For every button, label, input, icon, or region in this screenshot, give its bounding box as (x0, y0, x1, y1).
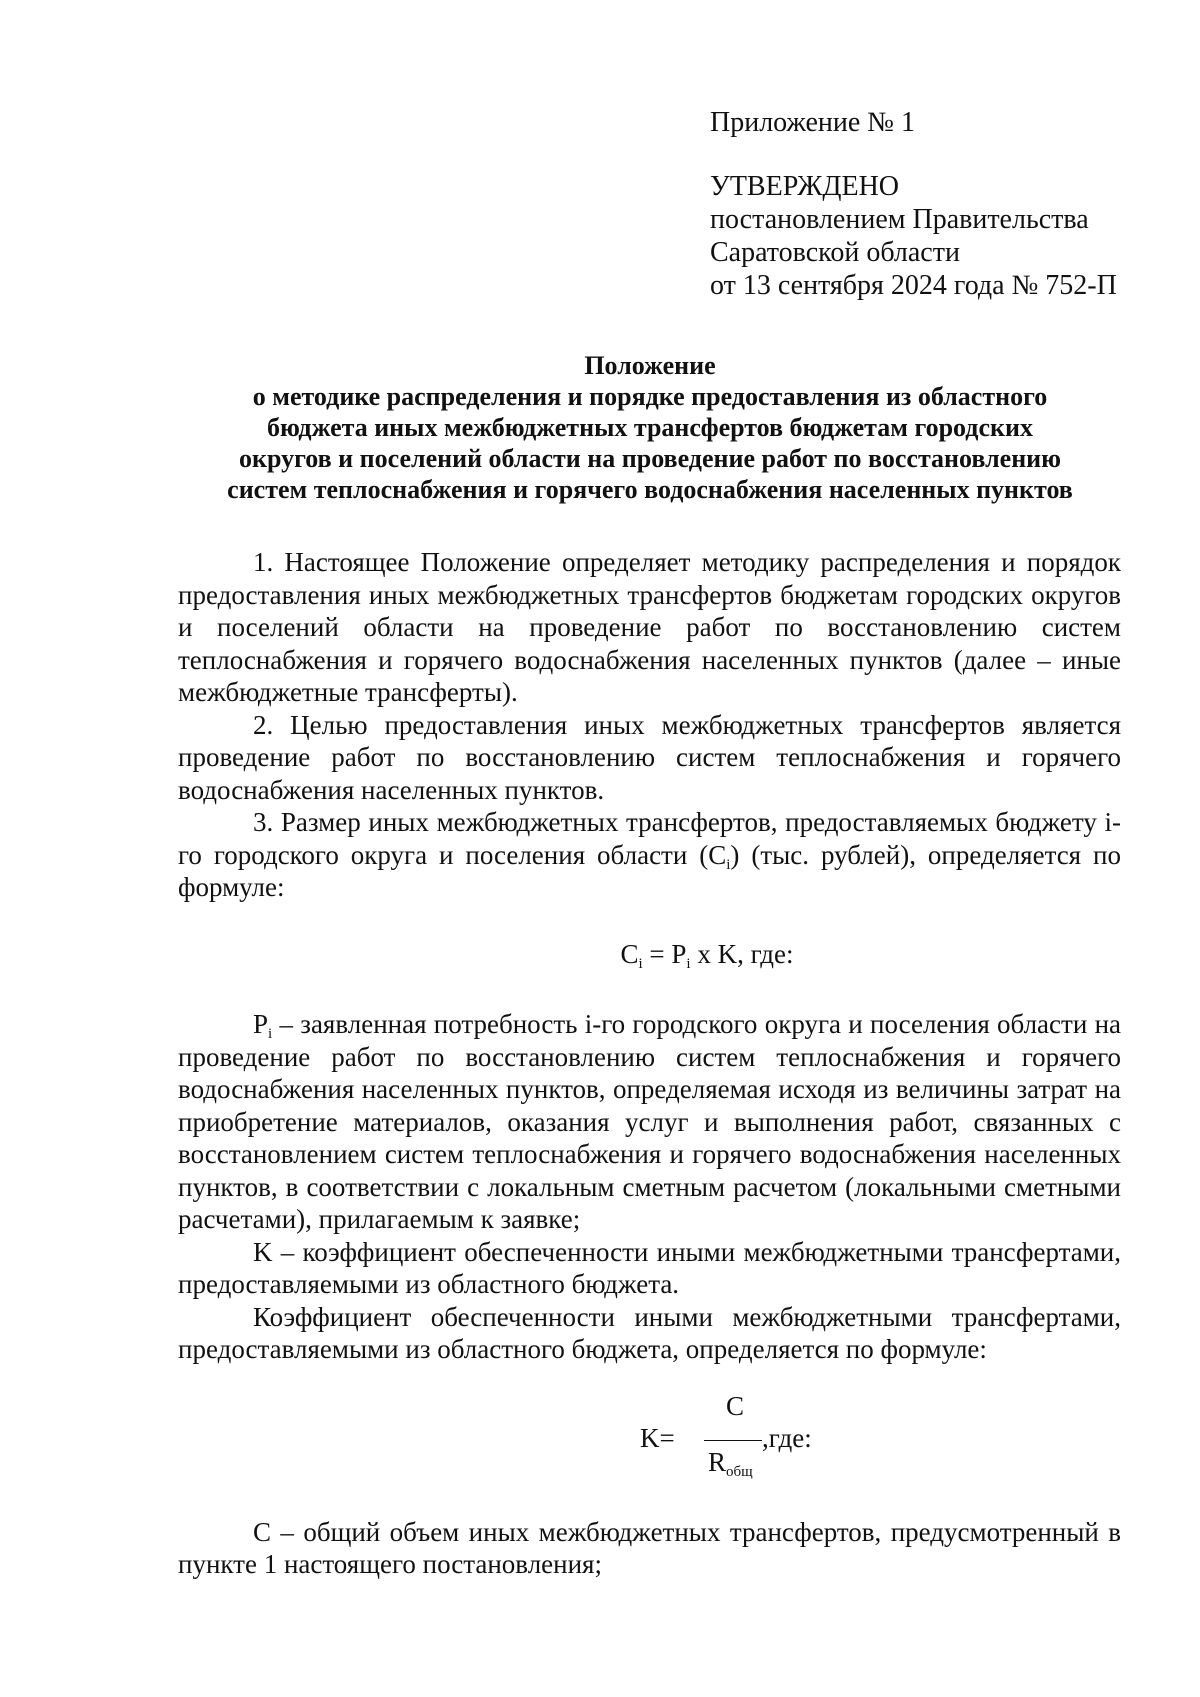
approved-stamp: УТВЕРЖДЕНО (710, 171, 900, 202)
formula-k-lhs: K= (640, 1422, 675, 1453)
paragraph-1: 1. Настоящее Положение определяет методику распределения и порядок предоставления иных межбюджетных трансфертов бюджетам городских округов и поселений области на проведение работ по восстановлению систем теплоснабжения и горячего водоснабжения населенных пунктов (далее – иные межбюджетные трансферты). (178, 547, 1121, 707)
approved-line-1: постановлением Правительства (710, 204, 1089, 235)
approved-line-2: Саратовской области (710, 237, 960, 268)
approval-block (710, 170, 1117, 302)
document-title (170, 350, 1130, 505)
definition-pi-sub: i (268, 1026, 273, 1042)
document-body (178, 546, 1121, 1581)
formula-k-tail: ,где: (762, 1422, 812, 1453)
formula-ci-left-sub: i (638, 955, 643, 972)
paragraph-3-subscript: i (726, 856, 731, 873)
formula-ci-right: x K, где: (690, 938, 794, 969)
formula-k-denominator (708, 1446, 753, 1479)
approved-line-3: от 13 сентября 2024 года № 752-П (710, 270, 1117, 301)
formula-ci-left: C (620, 938, 639, 969)
formula-ci-mid: = P (642, 938, 687, 969)
formula-k (178, 1390, 1121, 1482)
definition-c: C – общий объем иных межбюджетных трансфертов, предусмотренный в пункте 1 настоящего постановления; (178, 1516, 1121, 1579)
paragraph-3-text-b: ) (тыс. рублей), определяется по формуле: (178, 839, 1121, 902)
fraction-bar (704, 1440, 762, 1441)
formula-k-den-sub: общ (726, 1463, 753, 1480)
formula-k-numerator: C (725, 1390, 744, 1421)
paragraph-3-text-a: 3. Размер иных межбюджетных трансфертов, предоставляемых бюджету i-го городского округа и поселения области (C (178, 807, 1121, 870)
title-heading: Положение (584, 351, 716, 380)
formula-k-den-symbol: R (708, 1446, 727, 1477)
formula-ci-mid-sub: i (686, 955, 691, 972)
definition-pi-text: – заявленная потребность i-го городского округа и поселения области на проведение работ по восстановлению систем теплоснабжения и горячего водоснабжения населенных пунктов, определяемая исходя из величины затрат на приобретение материалов, оказания услуг и выполнения работ, связанных с восстановлением систем теплоснабжения и горячего водоснабжения населенных пунктов, в соответствии с локальным сметным расчетом (локальными сметными расчетами), прилагаемым к заявке; (178, 1009, 1121, 1234)
coefficient-paragraph: Коэффициент обеспеченности иными межбюджетными трансфертами, предоставляемыми из областного бюджета, определяется по формуле: (178, 1301, 1121, 1364)
title-line-3: округов и поселений области на проведение работ по восстановлению (238, 444, 1062, 473)
definition-pi (178, 1008, 1121, 1236)
definition-pi-symbol: P (253, 1009, 269, 1039)
title-line-2: бюджета иных межбюджетных трансфертов бюджетам городских (267, 413, 1033, 442)
title-line-1: о методике распределения и порядке предоставления из областного (252, 382, 1048, 411)
paragraph-3 (178, 806, 1121, 904)
appendix-label: Приложение № 1 (710, 107, 915, 138)
definition-k: K – коэффициент обеспеченности иными межбюджетными трансфертами, предоставляемыми из областного бюджета. (178, 1236, 1121, 1299)
paragraph-2: 2. Целью предоставления иных межбюджетных трансфертов является проведение работ по восстановлению систем теплоснабжения и горячего водоснабжения населенных пунктов. (178, 709, 1121, 805)
formula-ci (178, 938, 1121, 971)
title-line-4: систем теплоснабжения и горячего водоснабжения населенных пунктов (227, 475, 1073, 504)
